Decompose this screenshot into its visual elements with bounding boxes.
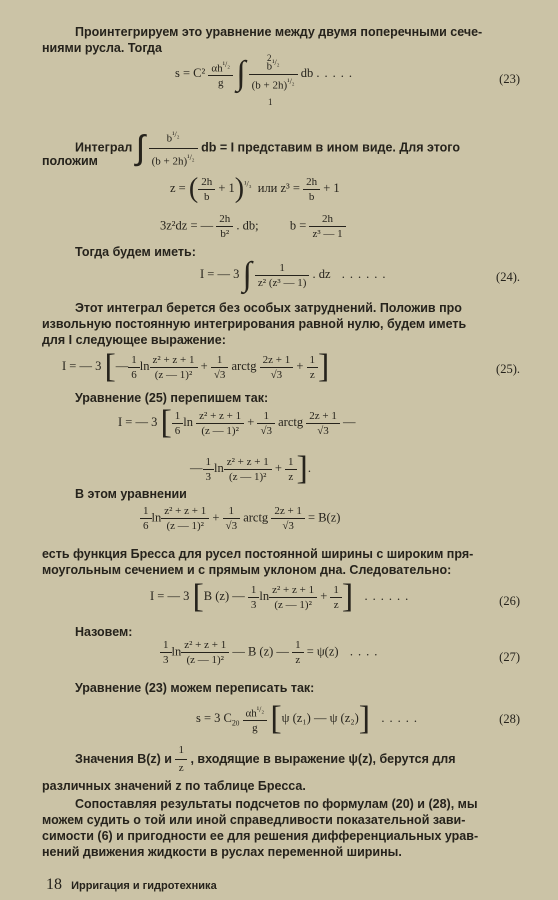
para-line: Тогда будем иметь: [75, 245, 196, 259]
equation-dz: 3z²dz = — $\frac{2h}{\text{b²}}$ . db; b = $\frac{2h}{\text{z³ — 1}}$ [160, 212, 346, 241]
equation-number: (27) [499, 650, 520, 664]
equation-25-rewritten: I = — 3 [ $\frac{1}{6}$ ln $\frac{\text{z² + z + 1}}{\text{(z — 1)²}}$ + $\frac{1}{√3}$ arctg $\frac{2z + 1}{√3}$ — [118, 404, 356, 441]
para-line: можем судить о той или иной справедливости показательной зави- [42, 813, 466, 827]
page-footer [46, 876, 217, 894]
para-line: симости (6) и пригодности ее для решения дифференциальных урав- [42, 829, 479, 843]
integral-sign: ∫ [236, 55, 246, 93]
para-line: Уравнение (25) перепишем так: [75, 391, 269, 405]
running-title: Ирригация и гидротехника [71, 880, 217, 892]
equation-24: I = — 3 ∫ $\frac{1}{\text{z² (z³ — 1)}}$ . dz ...... [200, 256, 391, 293]
para-line: Сопоставляя результаты подсчетов по формулам (20) и (28), мы [75, 797, 478, 811]
equation-25-rewritten-cont: — $\frac{1}{3}$ ln $\frac{\text{z² + z + 1}}{\text{(z — 1)²}}$ + $\frac{1}{z}$ ]. [190, 450, 311, 487]
para-line: нений движения жидкости в руслах переменной ширины. [42, 845, 402, 859]
equation-z: z = ( $\frac{2h}{b}$ + 1)$^{^1/_3}$ или z³ = $\frac{2h}{b}$ + 1 [170, 173, 340, 204]
para-line: В этом уравнении [75, 487, 187, 501]
equation-26: I = — 3 [B (z) — $\frac{1}{3}$ ln $\frac{\text{z² + z + 1}}{\text{(z — 1)²}}$ + $\frac{1}{z}$ ] ...... [150, 578, 414, 615]
para-line: для I следующее выражение: [42, 333, 226, 347]
equation-number: (26) [499, 594, 520, 608]
equation-number: (23) [499, 72, 520, 86]
fraction: $\frac{b^{^1/_2}}{(b + 2h)^{^1/_2}}$ [249, 56, 298, 92]
eq-text: db [300, 66, 314, 81]
para-line: Назовем: [75, 625, 133, 639]
equation-23: s = C² $\frac{\alpha h^{^1/_2}}{g}$ ∫ $\frac{b^{^1/_2}}{(b + 2h)^{^1/_2}}$ db ..... [175, 55, 357, 93]
para-line: положим [42, 154, 98, 168]
para-line: Значения B(z) и $\frac{1}{z}$ , входящие в выражение ψ(z), берутся для [75, 742, 456, 777]
para-line: Этот интеграл берется без особых затруднений. Положив про [75, 301, 462, 315]
para-line: извольную постоянную интегрирования равной нулю, будем иметь [42, 317, 467, 331]
equation-number: (28) [499, 712, 520, 726]
integral-upper-limit: 2 [267, 53, 272, 63]
integral-lower-limit: 1 [268, 97, 273, 107]
fraction: $\frac{\alpha h^{^1/_2}}{g}$ [208, 58, 233, 91]
para-line: Уравнение (23) можем переписать так: [75, 681, 315, 695]
para-line: есть функция Бресса для русел постоянной ширины с широким пря- [42, 547, 474, 561]
eq-text: s = C² [175, 66, 206, 81]
para-line: различных значений z по таблице Бресса. [42, 779, 306, 793]
para-line: Интеграл ∫ $\frac{b^{^1/_2}}{(b + 2h)^{^1/_2}}$ db = I представим в ином виде. Для этого [75, 126, 460, 170]
para-line: ниями русла. Тогда [42, 41, 162, 55]
equation-28: s = 3 $C_{20}$ $\frac{\alpha h^{^1/_2}}{g}$ [ψ (z₁) — ψ (z₂)] ..... [196, 700, 422, 737]
equation-27: $\frac{1}{3}$ ln $\frac{\text{z² + z + 1}}{\text{(z — 1)²}}$ — B (z) — $\frac{1}{z}$ = ψ(z) .... [160, 638, 382, 667]
equation-bz: $\frac{1}{6}$ ln $\frac{\text{z² + z + 1}}{\text{(z — 1)²}}$ + $\frac{1}{√3}$ arctg $\frac{2z + 1}{√3}$ = B(z) [140, 504, 340, 533]
equation-number: (25). [496, 362, 520, 376]
equation-25: I = — 3 [— $\frac{1}{6}$ ln $\frac{\text{z² + z + 1}}{\text{(z — 1)²}}$ + $\frac{1}{√3}$ arctg $\frac{2z + 1}{√3}$ + $\frac{1}{z}$ ] [62, 348, 330, 385]
para-line: моугольным сечением и с прямым уклоном дна. Следовательно: [42, 563, 452, 577]
equation-number: (24). [496, 270, 520, 284]
page-number: 18 [46, 876, 62, 893]
para-line: Проинтегрируем это уравнение между двумя поперечными сече- [75, 25, 483, 39]
